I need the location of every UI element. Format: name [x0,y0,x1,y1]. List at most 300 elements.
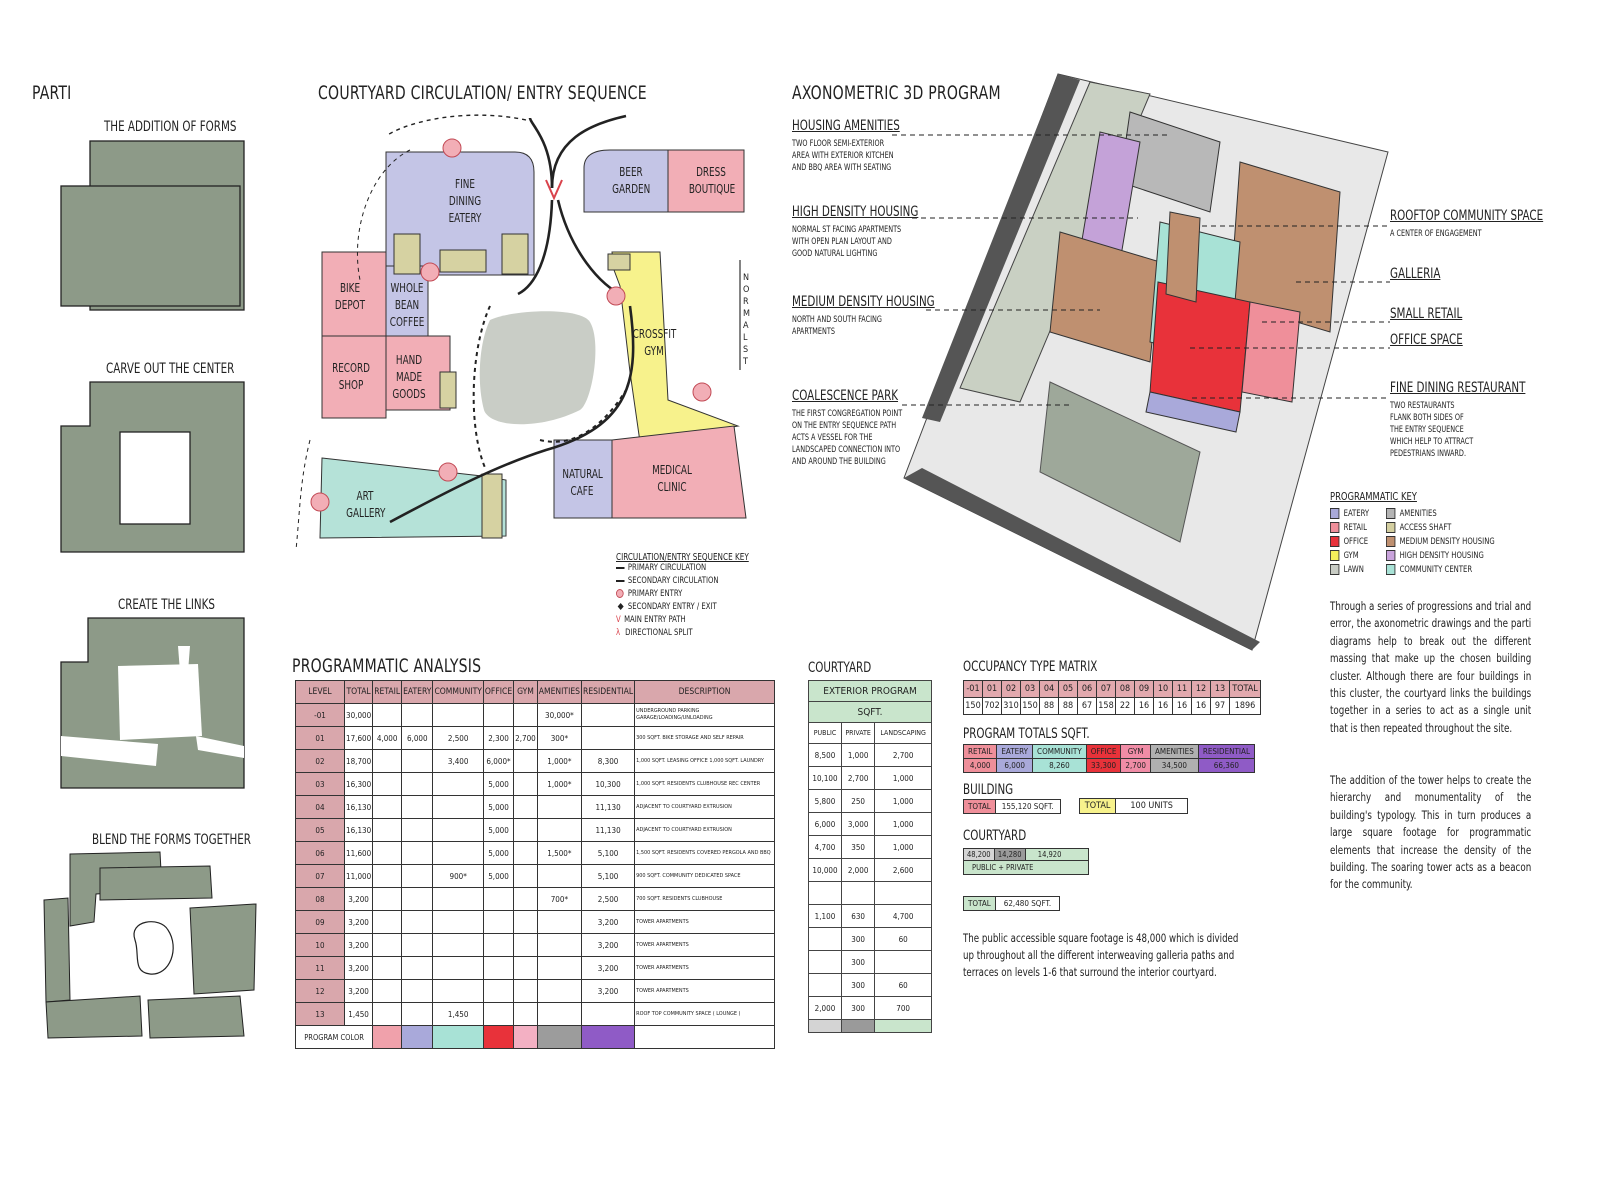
pa-cell [582,727,635,750]
pa-cell [433,842,483,865]
occupancy-level: 10 [1154,681,1173,698]
label-natural-cafe: NATURAL CAFE [562,467,603,498]
courtyard-cell: 300 [841,951,874,974]
program-total-value: 8,260 [1033,759,1087,773]
pa-row [296,704,775,727]
pa-row [296,727,775,750]
courtyard-row [809,767,932,790]
occupancy-value: 16 [1135,698,1154,715]
pa-cell: 17,600 [345,727,373,750]
pa-header-cell: DESCRIPTION [635,681,775,704]
label-fine-dining: FINE DINING EATERY [448,177,482,225]
pa-header-cell: AMENITIES [537,681,581,704]
pa-cell: 6,000* [483,750,513,773]
pa-cell [582,1003,635,1026]
pa-cell: 06 [296,842,345,865]
courtyard-col-header: PRIVATE [841,723,874,744]
pa-cell: 300 SQFT. BIKE STORAGE AND SELF REPAIR [635,727,775,750]
pa-color-swatch [582,1026,635,1049]
pa-color-label: PROGRAM COLOR [296,1026,373,1049]
courtyard-color-swatch [875,1020,932,1033]
pa-cell [514,773,538,796]
pa-cell [537,980,581,1003]
key-main-entry-path: V MAIN ENTRY PATH [616,615,686,625]
pa-cell: -01 [296,704,345,727]
pa-cell [433,934,483,957]
pa-cell [433,773,483,796]
courtyard-grand-total-value: 62,480 SQFT. [1003,899,1052,908]
pa-cell [537,934,581,957]
courtyard-cell: 1,000 [875,813,932,836]
pa-cell [402,957,433,980]
pa-row [296,957,775,980]
pa-cell: 11,000 [345,865,373,888]
key-swatch [1330,564,1339,575]
axo-label-high-density: HIGH DENSITY HOUSING NORMAL ST FACING APARTMENTS WITH OPEN PLAN LAYOUT AND GOOD NATURAL LIGHTING [792,204,919,259]
pa-cell [402,865,433,888]
pa-cell [514,911,538,934]
courtyard-totals-title: COURTYARD [963,828,1027,844]
occupancy-level: 06 [1078,681,1097,698]
label-bike-depot: BIKE DEPOT [334,281,366,312]
courtyard-cell: 8,500 [809,744,842,767]
occupancy-value: 88 [1059,698,1078,715]
pa-row [296,1003,775,1026]
occupancy-value: 22 [1116,698,1135,715]
pa-cell: 1,000 SQFT. RESIDENTS CLUBHOUSE REC CENTER [635,773,775,796]
pa-cell [537,1003,581,1026]
courtyard-row [809,859,932,882]
label-hand-made: HAND MADE GOODS [392,353,426,401]
pa-cell: 5,000 [483,819,513,842]
pa-cell [514,957,538,980]
key-primary-circulation: PRIMARY CIRCULATION [616,563,769,576]
pa-header-cell: RETAIL [373,681,402,704]
courtyard-cell [875,951,932,974]
building-total-value: 155,120 SQFT. [1001,801,1054,811]
pa-color-swatch [635,1026,775,1049]
pa-cell: 30,000 [345,704,373,727]
pa-cell [373,911,402,934]
program-totals-table [963,744,1255,773]
label-whole-bean: WHOLE BEAN COFFEE [389,281,425,329]
pa-cell [537,911,581,934]
pa-cell: 03 [296,773,345,796]
building-title: BUILDING [963,782,1014,798]
programmatic-key [1330,490,1550,577]
courtyard-color-swatch [841,1020,874,1033]
courtyard-public-private-label: PUBLIC + PRIVATE [964,861,1088,874]
pa-cell: 1,500 SQFT. RESIDENTS COVERED PERGOLA AND BBQ [635,842,775,865]
pa-cell [483,980,513,1003]
courtyard-cell [809,882,842,905]
pa-cell: 3,200 [582,957,635,980]
pa-cell: 900* [433,865,483,888]
pa-cell [402,750,433,773]
program-total-label: OFFICE [1086,745,1121,759]
units-total-value: 100 UNITS [1130,801,1173,811]
pa-cell: 18,700 [345,750,373,773]
pa-color-row [296,1026,775,1049]
courtyard-cell: 1,100 [809,905,842,928]
program-total-value: 33,300 [1086,759,1121,773]
axo-label-office-space: OFFICE SPACE [1390,332,1463,348]
pa-cell: 1,450 [345,1003,373,1026]
courtyard-col-header: PUBLIC [809,723,842,744]
pa-cell: 5,000 [483,842,513,865]
program-total-label: AMENITIES [1150,745,1198,759]
pa-cell: 16,130 [345,819,373,842]
courtyard-cell: 60 [875,974,932,997]
pa-color-swatch [537,1026,581,1049]
program-total-value: 34,500 [1150,759,1198,773]
program-total-label: RESIDENTIAL [1198,745,1254,759]
occupancy-value: 310 [1002,698,1021,715]
pa-cell: 11 [296,957,345,980]
pa-cell: ROOF TOP COMMUNITY SPACE ( LOUNGE ) [635,1003,775,1026]
pa-color-swatch [373,1026,402,1049]
pa-cell [537,819,581,842]
axonometric-title: AXONOMETRIC 3D PROGRAM [792,82,1001,104]
pa-cell [433,888,483,911]
pa-cell [433,796,483,819]
occupancy-value: 16 [1154,698,1173,715]
pa-cell: 05 [296,819,345,842]
courtyard-row [809,951,932,974]
pa-cell: 02 [296,750,345,773]
pa-cell: 1,500* [537,842,581,865]
key-swatch [1330,550,1339,561]
courtyard-lawn [480,311,596,424]
pa-cell: 1,000* [537,773,581,796]
courtyard-landscaping-total: 14,920 [1025,849,1088,860]
courtyard-cell: 2,000 [841,859,874,882]
pa-cell [433,980,483,1003]
programmatic-key-item: HIGH DENSITY HOUSING [1386,550,1505,563]
pa-cell: 8,300 [582,750,635,773]
label-art-gallery: ART GALLERY [346,489,386,520]
occupancy-value: 150 [1021,698,1040,715]
pa-cell [483,934,513,957]
pa-cell: 3,200 [582,980,635,1003]
courtyard-row [809,813,932,836]
pa-cell: 700* [537,888,581,911]
programmatic-key-item: RETAIL [1330,522,1378,535]
pa-cell: 1,450 [433,1003,483,1026]
program-total-value: 4,000 [964,759,997,773]
occupancy-value: 16 [1173,698,1192,715]
building-totals [963,798,1188,814]
pa-cell [402,1003,433,1026]
pa-cell: 3,400 [433,750,483,773]
pa-cell: TOWER APARTMENTS [635,957,775,980]
courtyard-color-row [809,1020,932,1033]
occupancy-level: 07 [1097,681,1116,698]
program-total-value: 2,700 [1121,759,1151,773]
pa-cell: 11,130 [582,819,635,842]
pa-cell [483,1003,513,1026]
key-secondary-entry: SECONDARY ENTRY / EXIT [616,602,769,615]
courtyard-table-title: COURTYARD [808,660,872,676]
pa-cell [373,980,402,1003]
pa-cell [402,796,433,819]
pa-header-cell: EATERY [402,681,433,704]
programmatic-key-item: OFFICE [1330,536,1378,549]
pa-cell: 11,130 [582,796,635,819]
program-total-value: 6,000 [997,759,1033,773]
occupancy-value: 97 [1211,698,1230,715]
pa-cell: 30,000* [537,704,581,727]
pa-cell: 11,600 [345,842,373,865]
pa-cell: 04 [296,796,345,819]
pa-cell: 1,000 SQFT. LEASING OFFICE 1,000 SQFT. LAUNDRY [635,750,775,773]
pa-cell [402,819,433,842]
courtyard-cell: 1,000 [875,790,932,813]
circulation-title: COURTYARD CIRCULATION/ ENTRY SEQUENCE [318,82,647,104]
pa-cell: 10,300 [582,773,635,796]
pa-color-swatch [433,1026,483,1049]
courtyard-table [808,680,932,1033]
courtyard-row [809,790,932,813]
pa-cell [514,934,538,957]
pa-row [296,865,775,888]
parti-step-3-label: CREATE THE LINKS [118,597,215,613]
pa-row [296,796,775,819]
pa-row [296,750,775,773]
courtyard-cell: 300 [841,928,874,951]
pa-row [296,773,775,796]
pa-header-cell: GYM [514,681,538,704]
programmatic-analysis-title: PROGRAMMATIC ANALYSIS [292,655,482,677]
programmatic-key-item: LAWN [1330,564,1378,577]
occupancy-level: TOTAL [1230,681,1261,698]
circulation-key [616,552,796,641]
pa-cell [537,957,581,980]
occupancy-level: 01 [983,681,1002,698]
label-dress-boutique: DRESS BOUTIQUE [688,165,736,196]
courtyard-cell: 1,000 [841,744,874,767]
courtyard-cell [875,882,932,905]
pa-cell: 3,200 [345,957,373,980]
pa-header-cell: LEVEL [296,681,345,704]
description-paragraph-2: The addition of the tower helps to create the hierarchy and monumentality of the building's typology. This in turn produces a large square footage for programmatic elements that increase the density of the building. The soaring tower acts as a beacon for the community. [1330,774,1532,892]
pa-cell: 13 [296,1003,345,1026]
courtyard-grand-total-label: TOTAL [964,897,996,910]
pa-cell: 300* [537,727,581,750]
pa-cell: 5,000 [483,865,513,888]
pa-cell [373,957,402,980]
pa-cell: 01 [296,727,345,750]
occupancy-level: -01 [964,681,983,698]
pa-cell [373,934,402,957]
pa-cell: 07 [296,865,345,888]
occupancy-value: 150 [964,698,983,715]
courtyard-cell: 250 [841,790,874,813]
pa-cell [514,704,538,727]
courtyard-private-total: 14,280 [994,849,1025,860]
pa-cell: 3,200 [345,980,373,1003]
pa-row [296,980,775,1003]
pa-cell: ADJACENT TO COURTYARD EXTRUSION [635,796,775,819]
courtyard-cell: 10,100 [809,767,842,790]
courtyard-cell: 300 [841,974,874,997]
pa-cell: UNDERGROUND PARKING GARAGE/LOADING/UNLOADING [635,704,775,727]
pa-cell [514,888,538,911]
pa-cell [373,704,402,727]
courtyard-row [809,744,932,767]
program-total-label: GYM [1121,745,1151,759]
axo-label-rooftop: ROOFTOP COMMUNITY SPACE A CENTER OF ENGAGEMENT [1390,208,1544,239]
pa-cell: 5,100 [582,865,635,888]
pa-cell [514,819,538,842]
pa-cell [402,704,433,727]
label-normal-st: NORMAL ST [743,273,750,367]
pa-row [296,911,775,934]
courtyard-grand-total [963,896,1060,911]
parti-step-1-diagram [58,138,250,316]
pa-cell: TOWER APARTMENTS [635,911,775,934]
pa-cell: 2,300 [483,727,513,750]
programmatic-key-title: PROGRAMMATIC KEY [1330,490,1417,503]
parti-step-1-label: THE ADDITION OF FORMS [104,119,237,135]
parti-title: PARTI [32,82,72,104]
pa-cell [433,911,483,934]
courtyard-header-1: EXTERIOR PROGRAM [809,681,932,702]
pa-color-swatch [402,1026,433,1049]
parti-step-2-diagram [58,380,250,556]
courtyard-cell: 6,000 [809,813,842,836]
pa-cell [537,796,581,819]
program-total-label: COMMUNITY [1033,745,1087,759]
courtyard-cell: 700 [875,997,932,1020]
pa-cell [402,842,433,865]
pa-cell: 900 SQFT. COMMUNITY DEDICATED SPACE [635,865,775,888]
occupancy-level: 03 [1021,681,1040,698]
program-total-value: 66,360 [1198,759,1254,773]
pa-header-cell: COMMUNITY [433,681,483,704]
pa-cell: 08 [296,888,345,911]
pa-cell: 3,200 [345,911,373,934]
public-footage-note: The public accessible square footage is 48,000 which is divided up throughout all the different interweaving galleria paths and terraces on levels 1-6 that surround the interior courtyard. [963,932,1239,979]
pa-cell [402,888,433,911]
pa-cell [433,704,483,727]
courtyard-cell [841,882,874,905]
pa-cell: 16,130 [345,796,373,819]
courtyard-row [809,882,932,905]
courtyard-row [809,974,932,997]
key-swatch [1386,536,1395,547]
courtyard-cell [809,974,842,997]
courtyard-col-header: LANDSCAPING [875,723,932,744]
courtyard-cell: 300 [841,997,874,1020]
pa-cell [514,750,538,773]
pa-cell [514,796,538,819]
courtyard-row [809,997,932,1020]
pa-cell: 5,100 [582,842,635,865]
parti-step-4-diagram [40,850,262,1040]
courtyard-cell: 2,700 [841,767,874,790]
axo-label-housing-amenities: HOUSING AMENITIES TWO FLOOR SEMI-EXTERIOR AREA WITH EXTERIOR KITCHEN AND BBQ AREA WITH SEATING [792,118,900,173]
courtyard-cell: 60 [875,928,932,951]
pa-cell [537,865,581,888]
axo-leader-lines [792,126,1572,426]
pa-cell [514,865,538,888]
occupancy-level: 13 [1211,681,1230,698]
pa-cell [373,1003,402,1026]
pa-cell: TOWER APARTMENTS [635,980,775,1003]
program-totals-title: PROGRAM TOTALS SQFT. [963,726,1090,742]
pa-cell [373,842,402,865]
pa-cell: 3,200 [345,934,373,957]
pa-cell: 2,500 [582,888,635,911]
units-total-label: TOTAL [1080,799,1117,813]
pa-cell: 5,000 [483,796,513,819]
pa-cell: 6,000 [402,727,433,750]
courtyard-header-2: SQFT. [809,702,932,723]
label-medical-clinic: MEDICAL CLINIC [652,463,692,494]
pa-header-cell: TOTAL [345,681,373,704]
pa-cell [373,865,402,888]
description-paragraph-1: Through a series of progressions and trial and error, the axonometric drawings and the parti diagrams help to break out the different massing that make up the chosen building cluster. Although there are four buildings in this cluster, the courtyard links the buildings together in a series to act as a single unit that is then repeated throughout the site. [1330,600,1532,735]
program-total-label: EATERY [997,745,1033,759]
pa-cell: 4,000 [373,727,402,750]
courtyard-cell: 2,600 [875,859,932,882]
programmatic-key-item: ACCESS SHAFT [1386,522,1505,535]
courtyard-cell: 350 [841,836,874,859]
pa-cell [483,911,513,934]
occupancy-value: 158 [1097,698,1116,715]
courtyard-cell: 2,700 [875,744,932,767]
pa-cell [402,773,433,796]
pa-cell: 3,200 [345,888,373,911]
pa-row [296,842,775,865]
pa-row [296,819,775,842]
pa-cell [402,934,433,957]
pa-cell [483,704,513,727]
programmatic-key-item: GYM [1330,550,1378,563]
pa-cell [514,980,538,1003]
key-swatch [1386,522,1395,533]
courtyard-row [809,836,932,859]
axo-label-small-retail: SMALL RETAIL [1390,306,1463,322]
key-swatch [1330,536,1339,547]
pa-cell: 700 SQFT. RESIDENTS CLUBHOUSE [635,888,775,911]
key-swatch [1386,508,1395,519]
courtyard-cell: 630 [841,905,874,928]
occupancy-level: 11 [1173,681,1192,698]
courtyard-cell: 1,000 [875,836,932,859]
pa-cell [373,888,402,911]
pa-cell [373,819,402,842]
courtyard-cell: 1,000 [875,767,932,790]
occupancy-level: 12 [1192,681,1211,698]
occupancy-level: 02 [1002,681,1021,698]
pa-header-cell: OFFICE [483,681,513,704]
programmatic-key-item: EATERY [1330,508,1378,521]
label-record-shop: RECORD SHOP [332,361,370,392]
programmatic-key-item: AMENITIES [1386,508,1505,521]
pa-cell: 5,000 [483,773,513,796]
pa-cell [514,1003,538,1026]
pa-cell: 12 [296,980,345,1003]
circulation-key-title: CIRCULATION/ENTRY SEQUENCE KEY [616,552,749,563]
axo-label-galleria: GALLERIA [1390,266,1441,282]
occupancy-title: OCCUPANCY TYPE MATRIX [963,659,1098,675]
pa-cell: ADJACENT TO COURTYARD EXTRUSION [635,819,775,842]
pa-cell [483,888,513,911]
pa-cell: 09 [296,911,345,934]
pa-cell [433,957,483,980]
